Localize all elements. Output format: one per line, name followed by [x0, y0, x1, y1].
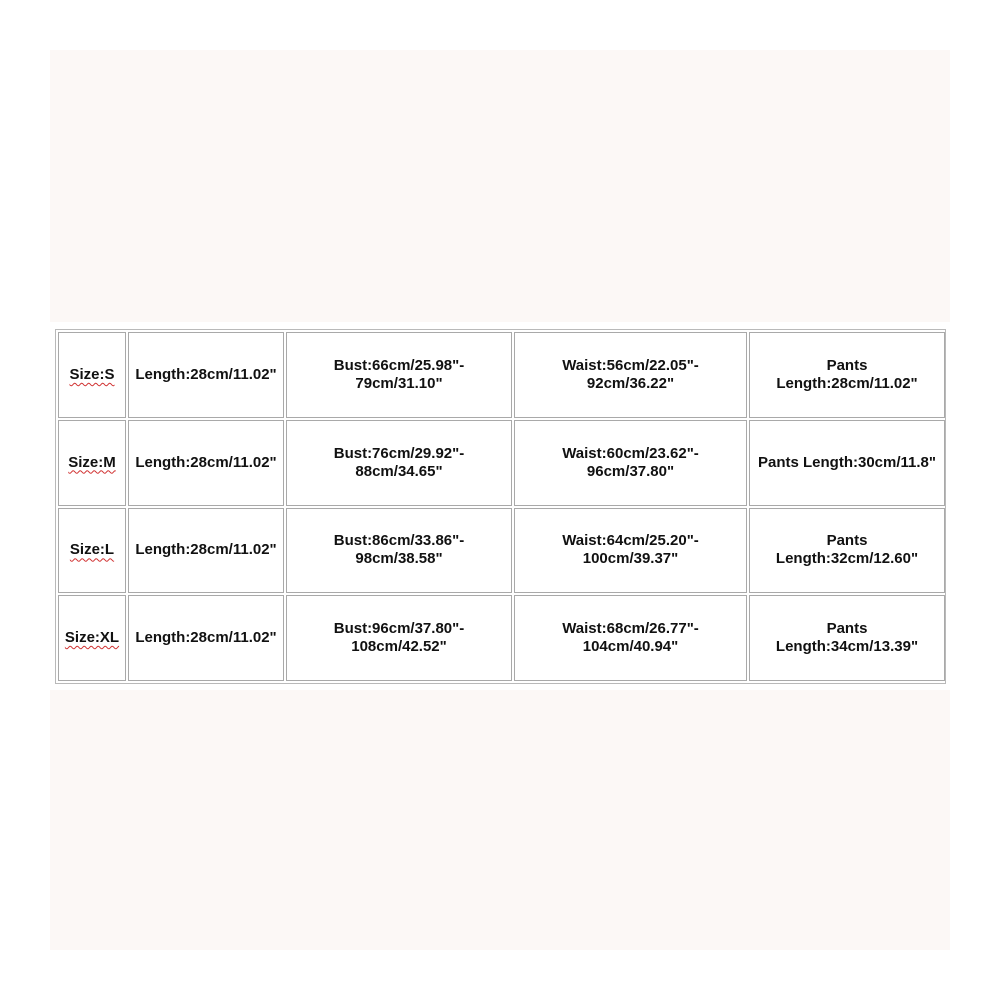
length-value: Length:28cm/11.02" — [135, 541, 277, 559]
bottom-background-panel — [50, 690, 950, 950]
length-value: Length:28cm/11.02" — [135, 629, 277, 647]
size-cell — [58, 420, 126, 506]
pants-value-line2: Length:28cm/11.02" — [776, 374, 918, 392]
size-chart-table-frame — [55, 329, 946, 684]
bust-value-line1: Bust:76cm/29.92"- — [333, 444, 465, 462]
waist-cell — [514, 508, 747, 594]
pants-value-line2: Length:34cm/13.39" — [775, 638, 919, 656]
pants-length-cell — [749, 508, 945, 594]
bust-value-line2: 88cm/34.65" — [355, 462, 443, 480]
waist-cell — [514, 420, 747, 506]
waist-value-line2: 104cm/40.94" — [582, 638, 679, 656]
bust-cell — [286, 595, 512, 681]
bust-cell — [286, 508, 512, 594]
pants-value-line1: Pants — [826, 620, 868, 638]
size-cell — [58, 595, 126, 681]
length-cell — [128, 595, 284, 681]
pants-length-cell — [749, 420, 945, 506]
bust-value-line2: 108cm/42.52" — [351, 638, 447, 656]
waist-cell — [514, 595, 747, 681]
waist-cell — [514, 332, 747, 418]
length-value: Length:28cm/11.02" — [135, 365, 277, 383]
size-label: Size:L — [69, 541, 115, 559]
table-row-size-xl — [58, 595, 945, 681]
length-cell — [128, 420, 284, 506]
table-row-size-s — [58, 332, 945, 418]
waist-value-line1: Waist:64cm/25.20"- — [562, 532, 699, 550]
pants-value-line1: Pants — [826, 532, 868, 550]
waist-value-line2: 96cm/37.80" — [586, 462, 675, 480]
bust-value-line1: Bust:86cm/33.86"- — [333, 532, 465, 550]
waist-value-line2: 92cm/36.22" — [586, 374, 675, 392]
pants-value-line2: Length:32cm/12.60" — [775, 550, 919, 568]
bust-value-line2: 98cm/38.58" — [355, 550, 443, 568]
table-row-size-l — [58, 508, 945, 594]
pants-value-line1: Pants — [826, 356, 868, 374]
pants-length-cell — [749, 595, 945, 681]
size-cell — [58, 332, 126, 418]
size-cell — [58, 508, 126, 594]
top-background-panel — [50, 50, 950, 322]
bust-cell — [286, 332, 512, 418]
waist-value-line1: Waist:60cm/23.62"- — [562, 444, 699, 462]
length-cell — [128, 332, 284, 418]
bust-cell — [286, 420, 512, 506]
pants-length-cell — [749, 332, 945, 418]
bust-value-line2: 79cm/31.10" — [355, 374, 443, 392]
size-chart-table — [56, 330, 947, 683]
bust-value-line1: Bust:96cm/37.80"- — [333, 620, 465, 638]
length-value: Length:28cm/11.02" — [135, 453, 277, 471]
bust-value-line1: Bust:66cm/25.98"- — [333, 356, 465, 374]
size-label: Size:M — [68, 453, 116, 471]
waist-value-line1: Waist:68cm/26.77"- — [562, 620, 699, 638]
waist-value-line1: Waist:56cm/22.05"- — [562, 356, 699, 374]
length-cell — [128, 508, 284, 594]
table-row-size-m — [58, 420, 945, 506]
size-label: Size:XL — [64, 629, 120, 647]
waist-value-line2: 100cm/39.37" — [582, 550, 679, 568]
size-label: Size:S — [69, 365, 115, 383]
pants-value-line1: Pants Length:30cm/11.8" — [757, 453, 936, 471]
